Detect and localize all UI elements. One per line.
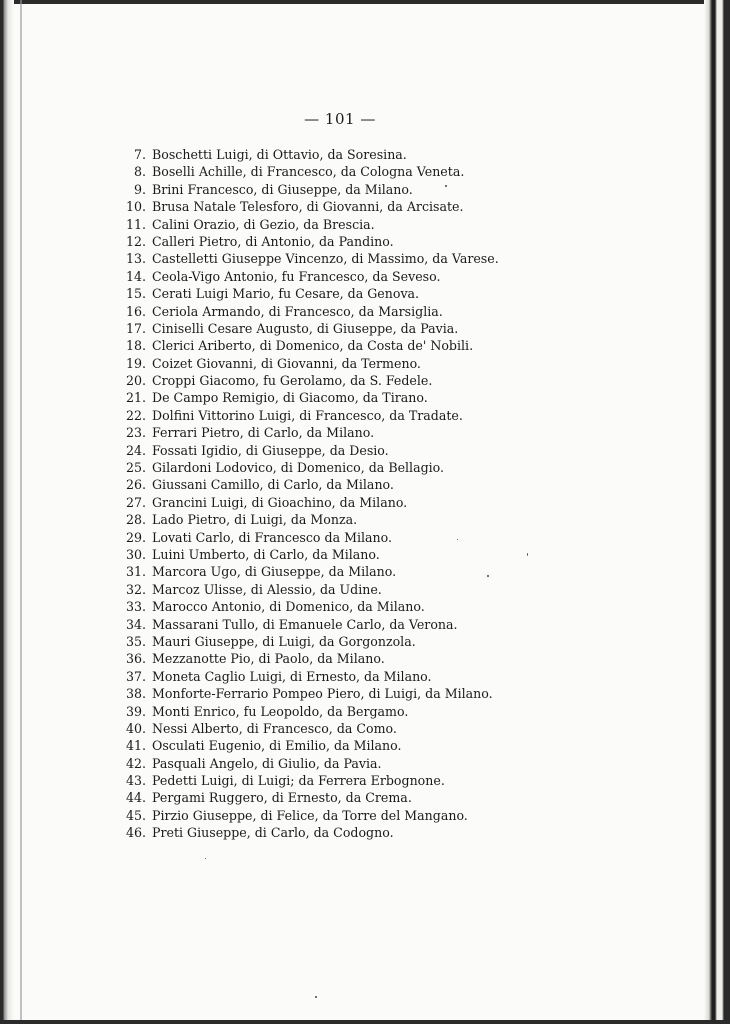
entry-number: 42. — [125, 755, 146, 771]
scan-border-bottom — [0, 1020, 730, 1024]
entry-number: 19. — [125, 355, 146, 371]
entry-number: 11. — [125, 216, 146, 232]
entry-text: Monti Enrico, fu Leopoldo, da Bergamo. — [152, 703, 409, 719]
entry-text: Marcora Ugo, di Giuseppe, da Milano. — [152, 564, 397, 580]
list-item — [118, 181, 538, 198]
entry-number: 46. — [125, 825, 146, 841]
entry-number: 7. — [133, 147, 146, 162]
entry-text: De Campo Remigio, di Giacomo, da Tirano. — [152, 390, 428, 406]
list-item — [118, 563, 538, 580]
entry-number: 17. — [125, 320, 146, 336]
entry-text: Ciniselli Cesare Augusto, di Giuseppe, da Pavia. — [152, 320, 459, 336]
list-item — [118, 633, 538, 650]
entry-text: Castelletti Giuseppe Vincenzo, di Massimo, da Varese. — [152, 251, 499, 267]
entry-text: Pedetti Luigi, di Luigi; da Ferrera Erbognone. — [152, 773, 445, 789]
entry-text: Pergami Ruggero, di Ernesto, da Crema. — [152, 790, 412, 806]
list-item — [118, 685, 538, 702]
list-item — [118, 268, 538, 285]
entry-text: Gilardoni Lodovico, di Domenico, da Bellagio. — [152, 460, 445, 476]
list-item — [118, 355, 538, 372]
entry-text: Fossati Igidio, di Giuseppe, da Desio. — [152, 442, 389, 458]
list-item — [118, 668, 538, 685]
list-item — [118, 737, 538, 754]
list-item — [118, 459, 538, 476]
entry-number: 18. — [125, 338, 146, 354]
entry-text: Grancini Luigi, di Gioachino, da Milano. — [152, 494, 408, 510]
entry-text: Boschetti Luigi, di Ottavio, da Soresina. — [152, 147, 407, 162]
entry-text: Marocco Antonio, di Domenico, da Milano. — [152, 599, 425, 615]
list-item — [118, 442, 538, 459]
list-item — [118, 720, 538, 737]
entry-number: 45. — [125, 807, 146, 823]
list-item — [118, 511, 538, 528]
entry-number: 15. — [125, 286, 146, 302]
list-item — [118, 824, 538, 841]
list-item — [118, 807, 538, 824]
entry-number: 14. — [125, 268, 146, 284]
list-item — [118, 389, 538, 406]
entry-number: 24. — [125, 442, 146, 458]
entry-number: 20. — [125, 373, 146, 389]
list-item — [118, 650, 538, 667]
entry-text: Lado Pietro, di Luigi, da Monza. — [152, 512, 358, 528]
entry-text: Massarani Tullo, di Emanuele Carlo, da Verona. — [152, 616, 458, 632]
entry-text: Brini Francesco, di Giuseppe, da Milano. — [152, 181, 413, 197]
list-item — [118, 703, 538, 720]
scan-speck — [315, 996, 317, 998]
entry-number: 30. — [125, 546, 146, 562]
scan-border-top — [0, 0, 730, 4]
scan-speck — [205, 858, 206, 859]
list-item — [118, 476, 538, 493]
entry-number: 34. — [125, 616, 146, 632]
entry-number: 22. — [125, 407, 146, 423]
list-item — [118, 529, 538, 546]
list-item — [118, 303, 538, 320]
entry-number: 16. — [125, 303, 146, 319]
list-item — [118, 407, 538, 424]
scan-speck — [527, 553, 528, 556]
list-item — [118, 146, 538, 163]
entry-text: Ceriola Armando, di Francesco, da Marsiglia. — [152, 303, 443, 319]
list-item — [118, 216, 538, 233]
entry-text: Mauri Giuseppe, di Luigi, da Gorgonzola. — [152, 633, 416, 649]
entry-text: Coizet Giovanni, di Giovanni, da Termeno. — [152, 355, 421, 371]
entry-text: Mezzanotte Pio, di Paolo, da Milano. — [152, 651, 385, 667]
scan-speck — [445, 185, 447, 187]
entry-number: 36. — [125, 651, 146, 667]
entry-text: Marcoz Ulisse, di Alessio, da Udine. — [152, 581, 382, 597]
list-item — [118, 755, 538, 772]
entry-number: 35. — [125, 633, 146, 649]
entry-text: Ferrari Pietro, di Carlo, da Milano. — [152, 425, 375, 441]
entry-text: Brusa Natale Telesforo, di Giovanni, da Arcisate. — [152, 199, 464, 215]
list-item — [118, 198, 538, 215]
entry-text: Preti Giuseppe, di Carlo, da Codogno. — [152, 825, 394, 841]
entry-number: 37. — [125, 668, 146, 684]
entry-number: 9. — [133, 181, 146, 197]
entry-number: 27. — [125, 494, 146, 510]
entry-text: Ceola-Vigo Antonio, fu Francesco, da Seveso. — [152, 268, 441, 284]
entry-text: Dolfini Vittorino Luigi, di Francesco, da Tradate. — [152, 407, 463, 423]
entry-number: 21. — [125, 390, 146, 406]
entry-text: Calini Orazio, di Gezio, da Brescia. — [152, 216, 375, 232]
list-item — [118, 494, 538, 511]
entry-number: 32. — [125, 581, 146, 597]
entry-text: Pasquali Angelo, di Giulio, da Pavia. — [152, 755, 382, 771]
entry-number: 41. — [125, 738, 146, 754]
entry-number: 31. — [125, 564, 146, 580]
list-item — [118, 337, 538, 354]
list-item — [118, 616, 538, 633]
list-item — [118, 163, 538, 180]
list-item — [118, 233, 538, 250]
name-list — [118, 146, 538, 842]
entry-text: Clerici Ariberto, di Domenico, da Costa de' Nobili. — [152, 338, 474, 354]
entry-number: 43. — [125, 773, 146, 789]
entry-number: 26. — [125, 477, 146, 493]
entry-number: 44. — [125, 790, 146, 806]
entry-text: Cerati Luigi Mario, fu Cesare, da Genova. — [152, 286, 420, 302]
scan-speck — [457, 539, 458, 540]
list-item — [118, 581, 538, 598]
entry-text: Boselli Achille, di Francesco, da Cologna Veneta. — [152, 164, 465, 180]
entry-number: 25. — [125, 460, 146, 476]
entry-text: Luini Umberto, di Carlo, da Milano. — [152, 546, 380, 562]
entry-number: 39. — [125, 703, 146, 719]
entry-text: Croppi Giacomo, fu Gerolamo, da S. Fedele. — [152, 373, 433, 389]
list-item — [118, 320, 538, 337]
entry-text: Lovati Carlo, di Francesco da Milano. — [152, 529, 393, 545]
entry-number: 33. — [125, 599, 146, 615]
entry-number: 40. — [125, 720, 146, 736]
entry-text: Osculati Eugenio, di Emilio, da Milano. — [152, 738, 402, 754]
entry-text: Monforte-Ferrario Pompeo Piero, di Luigi, da Milano. — [152, 686, 493, 702]
entry-number: 13. — [125, 251, 146, 267]
scan-speck — [487, 575, 489, 577]
page-number: — 101 — — [304, 110, 376, 128]
entry-number: 8. — [133, 164, 146, 180]
entry-number: 12. — [125, 233, 146, 249]
list-item — [118, 285, 538, 302]
scan-binding-line — [20, 0, 22, 1024]
entry-number: 38. — [125, 686, 146, 702]
entry-number: 23. — [125, 425, 146, 441]
entry-text: Pirzio Giuseppe, di Felice, da Torre del Mangano. — [152, 807, 468, 823]
entry-text: Nessi Alberto, di Francesco, da Como. — [152, 720, 397, 736]
entry-text: Calleri Pietro, di Antonio, da Pandino. — [152, 233, 394, 249]
list-item — [118, 598, 538, 615]
scan-border-right — [704, 0, 730, 1024]
entry-number: 29. — [125, 529, 146, 545]
list-item — [118, 372, 538, 389]
list-item — [118, 789, 538, 806]
list-item — [118, 546, 538, 563]
entry-number: 10. — [125, 199, 146, 215]
list-item — [118, 250, 538, 267]
list-item — [118, 424, 538, 441]
entry-number: 28. — [125, 512, 146, 528]
entry-text: Giussani Camillo, di Carlo, da Milano. — [152, 477, 394, 493]
list-item — [118, 772, 538, 789]
scan-border-left — [0, 0, 14, 1024]
entry-text: Moneta Caglio Luigi, di Ernesto, da Milano. — [152, 668, 432, 684]
